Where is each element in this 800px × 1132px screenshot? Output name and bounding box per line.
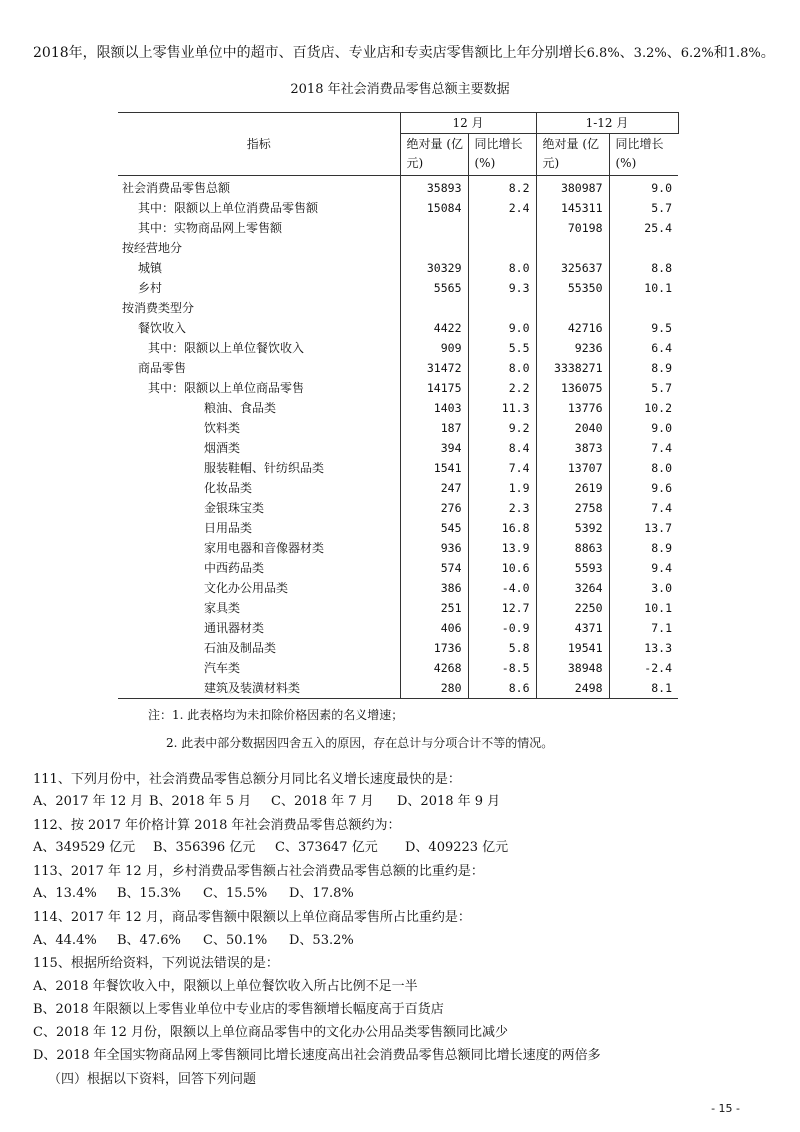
cell-december-yoy: 1.9 <box>468 478 536 498</box>
question-115-option-b: B、2018 年限额以上零售业单位中专业店的零售额增长幅度高于百货店 <box>33 1002 444 1017</box>
table-row <box>118 398 678 418</box>
option: B、15.3% <box>117 886 181 901</box>
table-row <box>118 558 678 578</box>
cell-december-yoy: 12.7 <box>468 598 536 618</box>
row-label: 金银珠宝类 <box>204 501 265 515</box>
option: A、2017 年 12 月 <box>33 794 144 809</box>
option: B、356396 亿元 <box>153 840 256 855</box>
cell-full-year-abs: 13707 <box>536 458 609 478</box>
cell-december-yoy: 7.4 <box>468 458 536 478</box>
question-111-options <box>33 790 500 809</box>
cell-december-yoy: 5.5 <box>468 338 536 358</box>
cell-full-year-abs: 13776 <box>536 398 609 418</box>
cell-december-yoy: 8.2 <box>468 176 536 199</box>
cell-december-yoy: 11.3 <box>468 398 536 418</box>
cell-december-abs: 4422 <box>400 318 468 338</box>
header-indicator: 指标 <box>118 113 400 176</box>
cell-full-year-yoy: 8.0 <box>609 458 678 478</box>
question-111: 111、下列月份中，社会消费品零售总额分月同比名义增长速度最快的是： <box>33 772 461 787</box>
option: C、15.5% <box>203 886 268 901</box>
cell-full-year-abs: 3264 <box>536 578 609 598</box>
header-group-december: 12 月 <box>400 113 536 134</box>
row-label: 化妆品类 <box>204 481 253 495</box>
cell-december-yoy: -8.5 <box>468 658 536 678</box>
cell-full-year-yoy <box>609 238 678 258</box>
table-row <box>118 338 678 358</box>
row-label: 乡村 <box>138 281 163 295</box>
row-label: 烟酒类 <box>204 441 241 455</box>
table-row <box>118 278 678 298</box>
row-label: 其中：限额以上单位消费品零售额 <box>138 201 319 215</box>
row-label: 服装鞋帽、针纺织品类 <box>204 461 325 475</box>
table-note-1: 注：1. 此表格均为未扣除价格因素的名义增速； <box>148 708 404 722</box>
question-115-option-a: A、2018 年餐饮收入中，限额以上单位餐饮收入所占比例不足一半 <box>33 979 418 994</box>
cell-full-year-abs: 19541 <box>536 638 609 658</box>
intro-end: 。 <box>760 45 775 61</box>
question-115-option-d: D、2018 年全国实物商品网上零售额同比增长速度高出社会消费品零售总额同比增长速度的两倍多 <box>33 1048 601 1063</box>
cell-december-yoy: 9.3 <box>468 278 536 298</box>
cell-full-year-yoy: 9.6 <box>609 478 678 498</box>
option: C、2018 年 7 月 <box>271 794 374 809</box>
intro-paragraph <box>33 42 775 62</box>
cell-full-year-abs: 136075 <box>536 378 609 398</box>
row-label: 中西药品类 <box>204 561 265 575</box>
table-row <box>118 318 678 338</box>
cell-december-yoy: 8.0 <box>468 258 536 278</box>
cell-full-year-yoy: 8.1 <box>609 678 678 699</box>
intro-pct-exclusive: 1.8% <box>727 46 761 61</box>
cell-december-abs: 30329 <box>400 258 468 278</box>
row-label: 按消费类型分 <box>122 301 195 315</box>
cell-full-year-abs: 3338271 <box>536 358 609 378</box>
row-label: 饮料类 <box>204 421 241 435</box>
row-label: 通讯器材类 <box>204 621 265 635</box>
table-row <box>118 176 678 199</box>
cell-december-abs: 14175 <box>400 378 468 398</box>
cell-december-abs: 936 <box>400 538 468 558</box>
cell-december-yoy: 5.8 <box>468 638 536 658</box>
row-label: 其中：实物商品网上零售额 <box>138 221 283 235</box>
cell-december-abs: 247 <box>400 478 468 498</box>
cell-full-year-yoy: 7.4 <box>609 498 678 518</box>
option: A、44.4% <box>33 933 97 948</box>
row-label: 石油及制品类 <box>204 641 277 655</box>
cell-december-yoy: 9.2 <box>468 418 536 438</box>
cell-full-year-abs: 145311 <box>536 198 609 218</box>
cell-full-year-abs: 70198 <box>536 218 609 238</box>
row-label: 社会消费品零售总额 <box>122 181 231 195</box>
table-body <box>118 176 678 699</box>
cell-full-year-yoy <box>609 298 678 318</box>
header-yoy-full-year: 同比增长 (%) <box>609 134 678 176</box>
cell-full-year-yoy: 5.7 <box>609 198 678 218</box>
cell-december-yoy <box>468 238 536 258</box>
question-114: 114、2017 年 12 月，商品零售额中限额以上单位商品零售所占比重约是： <box>33 910 471 925</box>
retail-data-table <box>118 112 679 699</box>
option: D、53.2% <box>289 933 354 948</box>
question-115: 115、根据所给资料，下列说法错误的是： <box>33 956 279 971</box>
intro-sep: 、 <box>666 45 681 61</box>
cell-december-abs <box>400 238 468 258</box>
cell-full-year-yoy: 10.1 <box>609 278 678 298</box>
cell-full-year-abs: 380987 <box>536 176 609 199</box>
cell-full-year-abs: 5593 <box>536 558 609 578</box>
cell-full-year-abs <box>536 298 609 318</box>
intro-sep: 、 <box>619 45 634 61</box>
cell-full-year-abs: 2619 <box>536 478 609 498</box>
row-label: 日用品类 <box>204 521 253 535</box>
cell-full-year-abs: 55350 <box>536 278 609 298</box>
cell-full-year-yoy: 10.1 <box>609 598 678 618</box>
cell-december-yoy: 16.8 <box>468 518 536 538</box>
option: B、2018 年 5 月 <box>149 794 252 809</box>
row-label: 商品零售 <box>138 361 187 375</box>
cell-full-year-abs: 2498 <box>536 678 609 699</box>
table-row <box>118 478 678 498</box>
cell-december-abs: 187 <box>400 418 468 438</box>
cell-full-year-abs: 2040 <box>536 418 609 438</box>
row-label: 汽车类 <box>204 661 241 675</box>
cell-december-abs: 1403 <box>400 398 468 418</box>
option: A、349529 亿元 <box>33 840 136 855</box>
cell-december-yoy: 13.9 <box>468 538 536 558</box>
cell-december-abs: 280 <box>400 678 468 699</box>
intro-and: 和 <box>713 45 728 61</box>
cell-december-abs: 545 <box>400 518 468 538</box>
cell-december-yoy: 2.2 <box>468 378 536 398</box>
cell-full-year-abs: 42716 <box>536 318 609 338</box>
table-row <box>118 418 678 438</box>
cell-full-year-yoy: 9.0 <box>609 418 678 438</box>
table-row <box>118 218 678 238</box>
cell-december-abs <box>400 218 468 238</box>
table-row <box>118 258 678 278</box>
cell-december-abs: 1541 <box>400 458 468 478</box>
cell-december-yoy: 8.0 <box>468 358 536 378</box>
cell-december-abs: 394 <box>400 438 468 458</box>
row-label: 其中：限额以上单位商品零售 <box>148 381 305 395</box>
table-row <box>118 378 678 398</box>
cell-full-year-yoy: -2.4 <box>609 658 678 678</box>
intro-pct-supermarket: 6.8% <box>586 46 620 61</box>
row-label: 其中：限额以上单位餐饮收入 <box>148 341 305 355</box>
cell-full-year-yoy: 7.1 <box>609 618 678 638</box>
cell-full-year-yoy: 9.4 <box>609 558 678 578</box>
cell-full-year-yoy: 9.5 <box>609 318 678 338</box>
cell-december-yoy: -4.0 <box>468 578 536 598</box>
table-row <box>118 298 678 318</box>
table-row <box>118 578 678 598</box>
table-row <box>118 598 678 618</box>
cell-full-year-yoy: 8.8 <box>609 258 678 278</box>
cell-december-abs: 276 <box>400 498 468 518</box>
table-row <box>118 638 678 658</box>
row-label: 粮油、食品类 <box>204 401 277 415</box>
table-title: 2018 年社会消费品零售总额主要数据 <box>290 82 510 97</box>
section-heading: （四）根据以下资料，回答下列问题 <box>48 1072 257 1087</box>
cell-december-abs: 5565 <box>400 278 468 298</box>
cell-december-yoy: 9.0 <box>468 318 536 338</box>
cell-full-year-abs: 3873 <box>536 438 609 458</box>
page-number: - 15 - <box>711 1102 740 1115</box>
question-113-options <box>33 882 354 901</box>
cell-december-yoy: 2.4 <box>468 198 536 218</box>
table-row <box>118 358 678 378</box>
cell-full-year-yoy: 3.0 <box>609 578 678 598</box>
cell-full-year-yoy: 8.9 <box>609 538 678 558</box>
option: A、13.4% <box>33 886 97 901</box>
row-label: 文化办公用品类 <box>204 581 289 595</box>
cell-full-year-abs: 38948 <box>536 658 609 678</box>
header-abs-full-year: 绝对量 (亿元) <box>536 134 609 176</box>
table-row <box>118 678 678 699</box>
cell-december-abs: 31472 <box>400 358 468 378</box>
option: D、409223 亿元 <box>405 840 509 855</box>
cell-december-abs: 909 <box>400 338 468 358</box>
cell-december-abs: 15084 <box>400 198 468 218</box>
row-label: 家具类 <box>204 601 241 615</box>
question-112-options <box>33 836 508 855</box>
cell-december-yoy <box>468 298 536 318</box>
cell-full-year-abs: 325637 <box>536 258 609 278</box>
cell-full-year-yoy: 13.3 <box>609 638 678 658</box>
cell-december-abs: 574 <box>400 558 468 578</box>
cell-full-year-yoy: 25.4 <box>609 218 678 238</box>
table-row <box>118 198 678 218</box>
option: B、47.6% <box>117 933 181 948</box>
cell-full-year-abs <box>536 238 609 258</box>
option: D、2018 年 9 月 <box>397 794 501 809</box>
table-row <box>118 518 678 538</box>
row-label: 按经营地分 <box>122 241 183 255</box>
cell-december-abs <box>400 298 468 318</box>
cell-full-year-abs: 2250 <box>536 598 609 618</box>
cell-december-yoy: -0.9 <box>468 618 536 638</box>
question-112: 112、按 2017 年价格计算 2018 年社会消费品零售总额约为： <box>33 818 401 833</box>
cell-full-year-yoy: 10.2 <box>609 398 678 418</box>
table-row <box>118 458 678 478</box>
cell-full-year-yoy: 8.9 <box>609 358 678 378</box>
row-label: 家用电器和音像器材类 <box>204 541 325 555</box>
cell-full-year-abs: 5392 <box>536 518 609 538</box>
cell-december-abs: 4268 <box>400 658 468 678</box>
cell-december-abs: 251 <box>400 598 468 618</box>
row-label: 城镇 <box>138 261 163 275</box>
table-row <box>118 498 678 518</box>
cell-full-year-abs: 2758 <box>536 498 609 518</box>
data-table-container <box>118 112 678 699</box>
header-group-full-year: 1-12 月 <box>536 113 678 134</box>
cell-full-year-abs: 8863 <box>536 538 609 558</box>
intro-pct-specialty: 6.2% <box>680 46 714 61</box>
cell-december-yoy: 10.6 <box>468 558 536 578</box>
cell-full-year-yoy: 6.4 <box>609 338 678 358</box>
question-113: 113、2017 年 12 月，乡村消费品零售额占社会消费品零售总额的比重约是： <box>33 864 484 879</box>
table-row <box>118 438 678 458</box>
cell-december-abs: 35893 <box>400 176 468 199</box>
row-label: 建筑及装潢材料类 <box>118 678 400 699</box>
cell-full-year-abs: 9236 <box>536 338 609 358</box>
cell-december-yoy: 8.6 <box>468 678 536 699</box>
cell-december-abs: 1736 <box>400 638 468 658</box>
intro-pct-department: 3.2% <box>633 46 667 61</box>
table-row <box>118 238 678 258</box>
option: C、50.1% <box>203 933 268 948</box>
table-note-2: 2. 此表中部分数据因四舍五入的原因，存在总计与分项合计不等的情况。 <box>166 736 554 750</box>
option: C、373647 亿元 <box>275 840 378 855</box>
question-114-options <box>33 929 354 948</box>
question-115-option-c: C、2018 年 12 月份，限额以上单位商品零售中的文化办公用品类零售额同比减少 <box>33 1025 508 1040</box>
intro-text: 2018年，限额以上零售业单位中的超市、百货店、专业店和专卖店零售额比上年分别增长 <box>33 45 587 61</box>
cell-december-abs: 386 <box>400 578 468 598</box>
cell-full-year-abs: 4371 <box>536 618 609 638</box>
row-label: 餐饮收入 <box>138 321 187 335</box>
cell-full-year-yoy: 5.7 <box>609 378 678 398</box>
table-row <box>118 538 678 558</box>
cell-december-abs: 406 <box>400 618 468 638</box>
header-yoy-december: 同比增长 (%) <box>468 134 536 176</box>
option: D、17.8% <box>289 886 354 901</box>
table-row <box>118 618 678 638</box>
cell-full-year-yoy: 9.0 <box>609 176 678 199</box>
cell-full-year-yoy: 13.7 <box>609 518 678 538</box>
cell-december-yoy: 8.4 <box>468 438 536 458</box>
cell-december-yoy: 2.3 <box>468 498 536 518</box>
header-abs-december: 绝对量 (亿元) <box>400 134 468 176</box>
cell-december-yoy <box>468 218 536 238</box>
table-row <box>118 658 678 678</box>
cell-full-year-yoy: 7.4 <box>609 438 678 458</box>
